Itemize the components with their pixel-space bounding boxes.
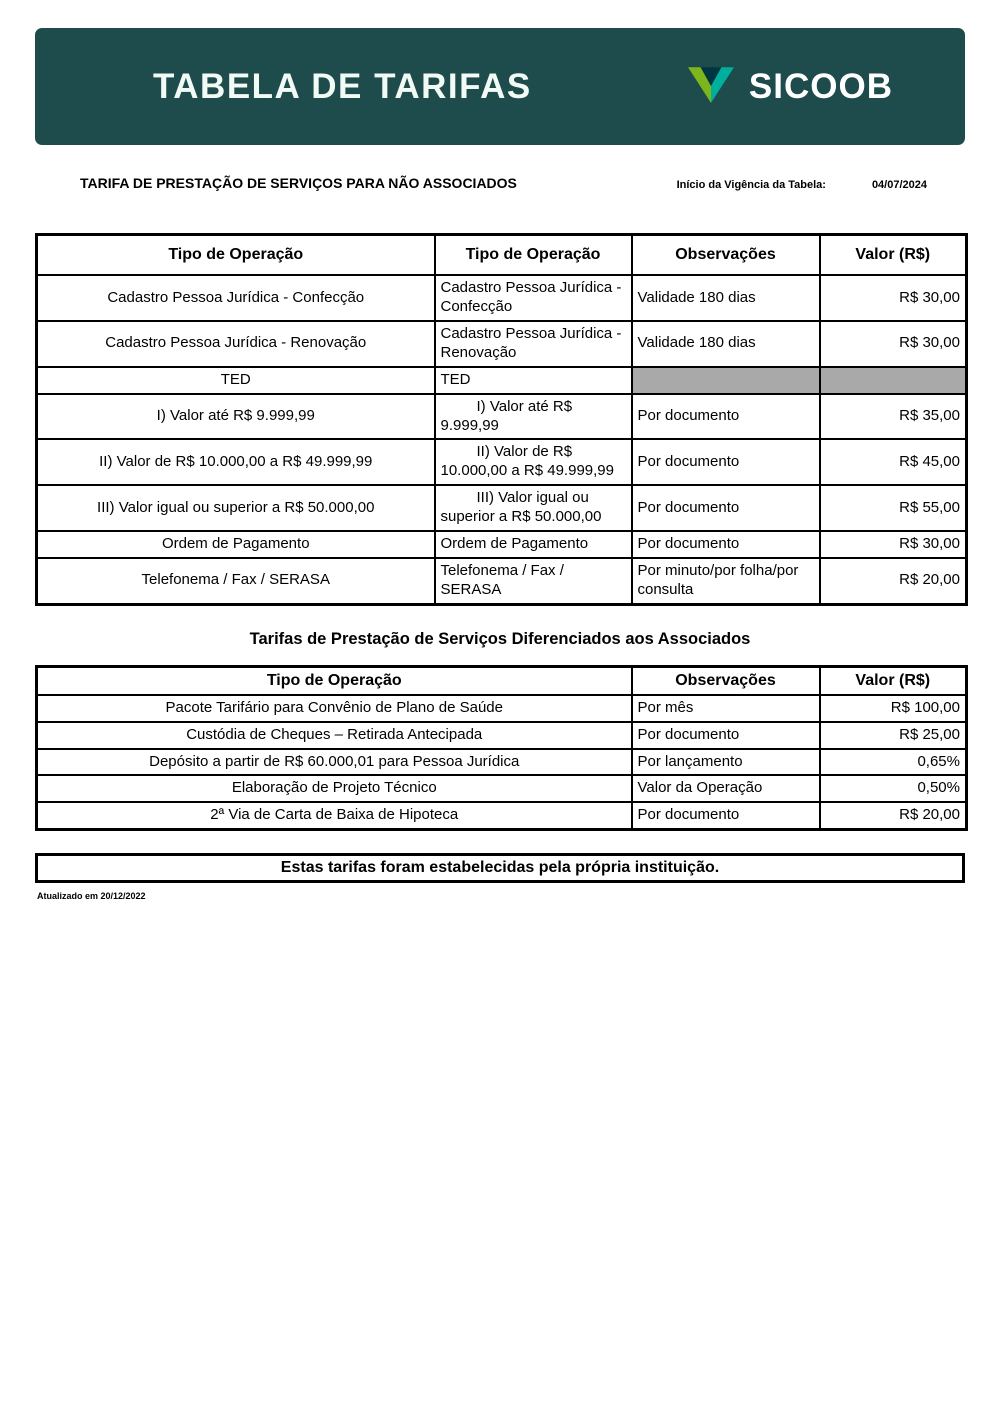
tarifas-associados-table: [35, 665, 968, 832]
table-row: [37, 531, 967, 558]
cell-valor: R$ 35,00: [820, 394, 967, 440]
cell-operacao: Pacote Tarifário para Convênio de Plano de Saúde: [37, 695, 632, 722]
col-header-observacoes: Observações: [632, 235, 820, 276]
table-row: [37, 749, 967, 776]
cell-operacao-2: Cadastro Pessoa Jurídica - Renovação: [435, 321, 632, 367]
cell-observacoes: Por documento: [632, 439, 820, 485]
cell-operacao-2: Ordem de Pagamento: [435, 531, 632, 558]
cell-observacoes: Por documento: [632, 531, 820, 558]
cell-observacoes: Por lançamento: [632, 749, 820, 776]
cell-operacao: Cadastro Pessoa Jurídica - Confecção: [37, 275, 435, 321]
table-row: [37, 485, 967, 531]
cell-operacao: TED: [37, 367, 435, 394]
table-row: [37, 439, 967, 485]
table-row: [37, 558, 967, 604]
cell-valor-empty: [820, 367, 967, 394]
cell-observacoes: Por minuto/por folha/por consulta: [632, 558, 820, 604]
cell-operacao-2: III) Valor igual ou superior a R$ 50.000,00: [435, 485, 632, 531]
cell-valor: R$ 20,00: [820, 802, 967, 829]
cell-valor: R$ 45,00: [820, 439, 967, 485]
cell-operacao: Elaboração de Projeto Técnico: [37, 775, 632, 802]
cell-operacao: I) Valor até R$ 9.999,99: [37, 394, 435, 440]
cell-valor: 0,50%: [820, 775, 967, 802]
cell-operacao: II) Valor de R$ 10.000,00 a R$ 49.999,99: [37, 439, 435, 485]
brand-name: SICOOB: [748, 66, 893, 106]
col-header-observacoes: Observações: [632, 666, 820, 695]
cell-observacoes: Validade 180 dias: [632, 275, 820, 321]
cell-operacao-2: TED: [435, 367, 632, 394]
cell-operacao: Cadastro Pessoa Jurídica - Renovação: [37, 321, 435, 367]
cell-operacao-2: Cadastro Pessoa Jurídica - Confecção: [435, 275, 632, 321]
page-title: TABELA DE TARIFAS: [153, 66, 532, 106]
cell-operacao: Ordem de Pagamento: [37, 531, 435, 558]
cell-observacoes: Por documento: [632, 394, 820, 440]
cell-valor: R$ 30,00: [820, 531, 967, 558]
tarifas-nao-associados-table: [35, 233, 968, 606]
cell-valor: R$ 100,00: [820, 695, 967, 722]
cell-valor: R$ 25,00: [820, 722, 967, 749]
cell-observacoes: Por mês: [632, 695, 820, 722]
col-header-valor: Valor (R$): [820, 666, 967, 695]
cell-operacao: III) Valor igual ou superior a R$ 50.000,00: [37, 485, 435, 531]
validity-date: 04/07/2024: [871, 179, 927, 191]
cell-observacoes: Por documento: [632, 485, 820, 531]
cell-operacao-2: Telefonema / Fax / SERASA: [435, 558, 632, 604]
cell-valor: 0,65%: [820, 749, 967, 776]
table-row: [37, 275, 967, 321]
cell-operacao: Telefonema / Fax / SERASA: [37, 558, 435, 604]
section-title-associados: Tarifas de Prestação de Serviços Diferenciados aos Associados: [249, 629, 751, 648]
cell-observacoes: Por documento: [632, 802, 820, 829]
sicoob-mark-icon: [683, 61, 739, 112]
table-row: [37, 802, 967, 829]
institution-note-bar: Estas tarifas foram estabelecidas pela própria instituição.: [35, 853, 965, 883]
table-row: [37, 722, 967, 749]
table1-header-row: [37, 235, 967, 276]
sicoob-logo: [683, 61, 893, 112]
table-row: [37, 394, 967, 440]
cell-observacoes: Validade 180 dias: [632, 321, 820, 367]
cell-operacao-2: I) Valor até R$ 9.999,99: [435, 394, 632, 440]
cell-operacao-2: II) Valor de R$ 10.000,00 a R$ 49.999,99: [435, 439, 632, 485]
cell-operacao: 2ª Via de Carta de Baixa de Hipoteca: [37, 802, 632, 829]
updated-stamp: Atualizado em 20/12/2022: [37, 891, 146, 902]
header-banner: [35, 28, 965, 145]
cell-operacao: Depósito a partir de R$ 60.000,01 para Pessoa Jurídica: [37, 749, 632, 776]
table-row: [37, 775, 967, 802]
table-row: [37, 321, 967, 367]
col-header-valor: Valor (R$): [820, 235, 967, 276]
table-row: [37, 695, 967, 722]
table-row-ted: [37, 367, 967, 394]
cell-valor: R$ 30,00: [820, 275, 967, 321]
table2-header-row: [37, 666, 967, 695]
cell-operacao: Custódia de Cheques – Retirada Antecipada: [37, 722, 632, 749]
cell-valor: R$ 30,00: [820, 321, 967, 367]
section-title-nao-associados: TARIFA DE PRESTAÇÃO DE SERVIÇOS PARA NÃO ASSOCIADOS: [80, 175, 517, 191]
cell-observacoes: Valor da Operação: [632, 775, 820, 802]
cell-valor: R$ 20,00: [820, 558, 967, 604]
col-header-tipo-operacao: Tipo de Operação: [37, 666, 632, 695]
col-header-tipo-operacao-1: Tipo de Operação: [37, 235, 435, 276]
col-header-tipo-operacao-2: Tipo de Operação: [435, 235, 632, 276]
cell-observacoes: Por documento: [632, 722, 820, 749]
validity-label: Início da Vigência da Tabela:: [676, 179, 826, 191]
cell-observacoes-empty: [632, 367, 820, 394]
subheader-row: [35, 175, 965, 191]
cell-valor: R$ 55,00: [820, 485, 967, 531]
